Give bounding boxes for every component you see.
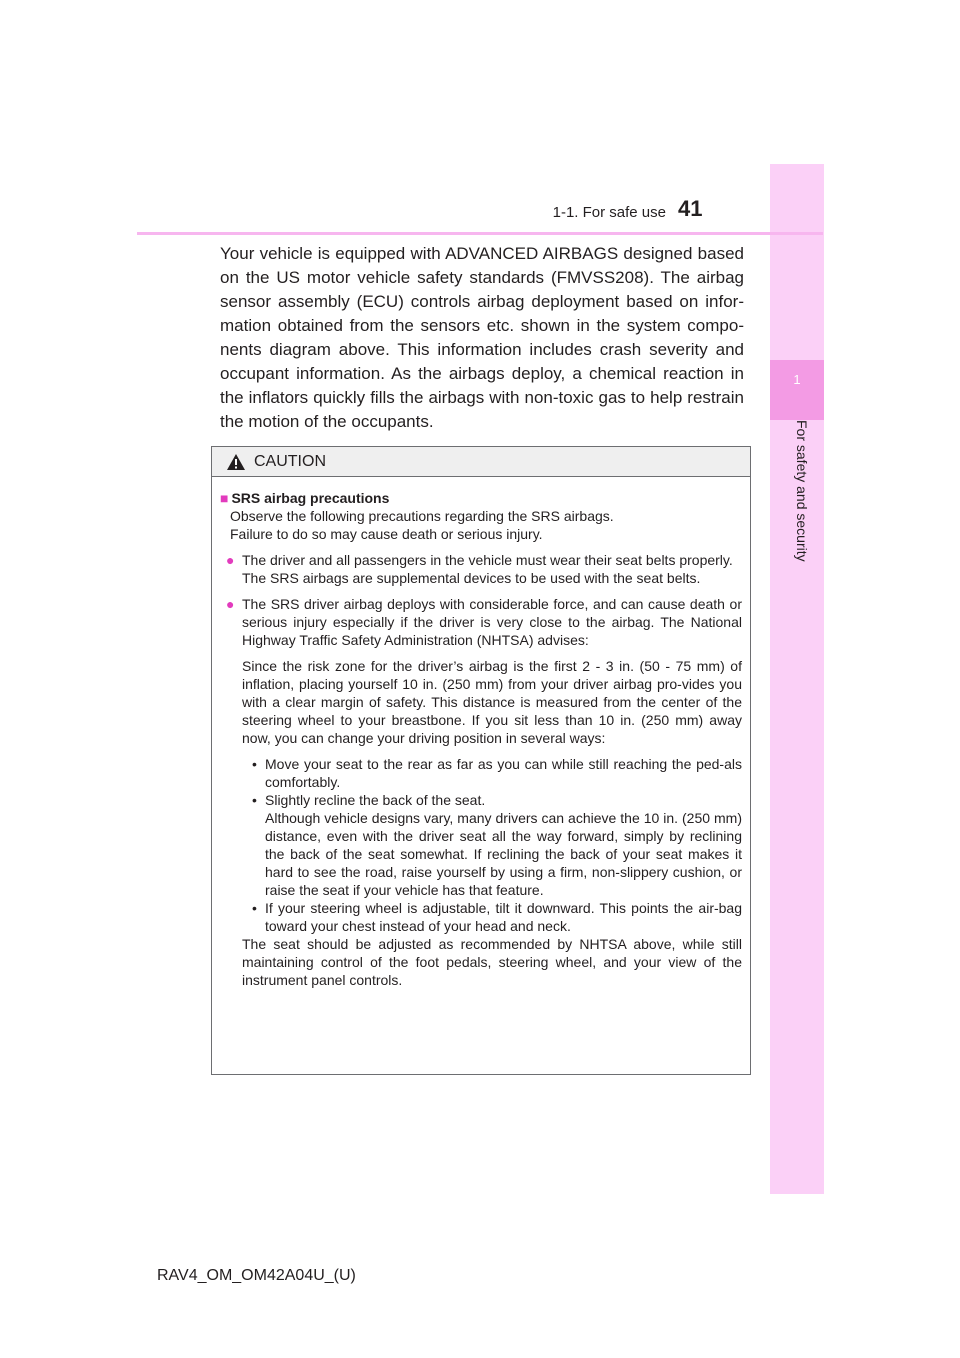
document-code: RAV4_OM_OM42A04U_(U) bbox=[157, 1267, 356, 1284]
page-number: 41 bbox=[678, 196, 703, 221]
closing-paragraph: The seat should be adjusted as recommended by NHTSA above, while still maintaining control of the foot pedals, steering wheel, and your view of the instrument panel controls. bbox=[242, 936, 742, 988]
square-bullet-icon: ■ bbox=[220, 490, 229, 506]
nhtsa-advice: Since the risk zone for the driver’s airbag is the first 2 - 3 in. (50 - 75 mm) of inflation, placing yourself 10 in. (250 mm) from your driver airbag pro-vides you with a clear margin of safety. This distance is measured from the center of the steering wheel to your breastbone. If you sit less than 10 in. (250 mm) away now, you can change your driving position in several ways: bbox=[242, 658, 742, 746]
caution-box bbox=[211, 446, 751, 1075]
circle-bullet-icon: ● bbox=[226, 596, 235, 612]
caution-title: CAUTION bbox=[254, 453, 326, 470]
circle-bullet-icon: ● bbox=[226, 552, 235, 568]
chapter-number: 1 bbox=[793, 372, 801, 387]
warning-triangle-icon bbox=[226, 453, 246, 471]
list-item: • If your steering wheel is adjustable, tilt it downward. This points the air-bag toward your chest instead of your head and neck. bbox=[252, 900, 742, 934]
header-divider bbox=[137, 232, 823, 235]
precaution-point: ● The driver and all passengers in the vehicle must wear their seat belts properly. The SRS airbags are supplemental devices to be used with the seat belts. bbox=[226, 552, 733, 586]
precautions-heading: ■ SRS airbag precautions bbox=[220, 490, 390, 506]
recline-detail: Although vehicle designs vary, many drivers can achieve the 10 in. (250 mm) distance, even with the driver seat all the way forward, simply by reclining the back of the seat somewhat. If reclining the back of your seat makes it hard to see the road, raise yourself by using a firm, non-slippery cushion, or raise the seat if your vehicle has that feature. bbox=[265, 810, 742, 898]
chapter-number-block bbox=[770, 360, 824, 420]
intro-line: Failure to do so may cause death or serious injury. bbox=[230, 526, 543, 542]
precaution-point: ● The SRS driver airbag deploys with considerable force, and can cause death or serious injury especially if the driver is very close to the airbag. The National Highway Traffic Safety Administration (NHTSA) advises: bbox=[226, 596, 742, 648]
chapter-side-tab bbox=[770, 164, 824, 1194]
caution-header bbox=[212, 447, 750, 477]
chapter-title: For safety and security bbox=[794, 420, 810, 562]
list-item: • Move your seat to the rear as far as you can while still reaching the ped-als comfortably. bbox=[252, 756, 742, 790]
list-item: • Slightly recline the back of the seat. Although vehicle designs vary, many drivers can achieve the 10 in. (250 mm) distance, even with the driver seat all the way forward, simply by reclining the back of the seat somewhat. If reclining the back of your seat makes it hard to see the road, raise yourself by using a firm, non-slippery cushion, or raise the seat if your vehicle has that feature. bbox=[252, 792, 742, 898]
caution-body bbox=[220, 489, 742, 989]
section-title: 1-1. For safe use bbox=[552, 204, 666, 221]
intro-paragraph: Your vehicle is equipped with ADVANCED AIRBAGS designed based on the US motor vehicle safety standards (FMVSS208). The airbag sensor assembly (ECU) controls airbag deployment based on infor-mation obtained from the sensors etc. shown in the system compo-nents diagram above. This information includes crash severity and occupant information. As the airbags deploy, a chemical reaction in the inflators quickly fills the airbags with non-toxic gas to help restrain the motion of the occupants. bbox=[220, 244, 744, 431]
intro-line: Observe the following precautions regarding the SRS airbags. bbox=[230, 508, 614, 524]
